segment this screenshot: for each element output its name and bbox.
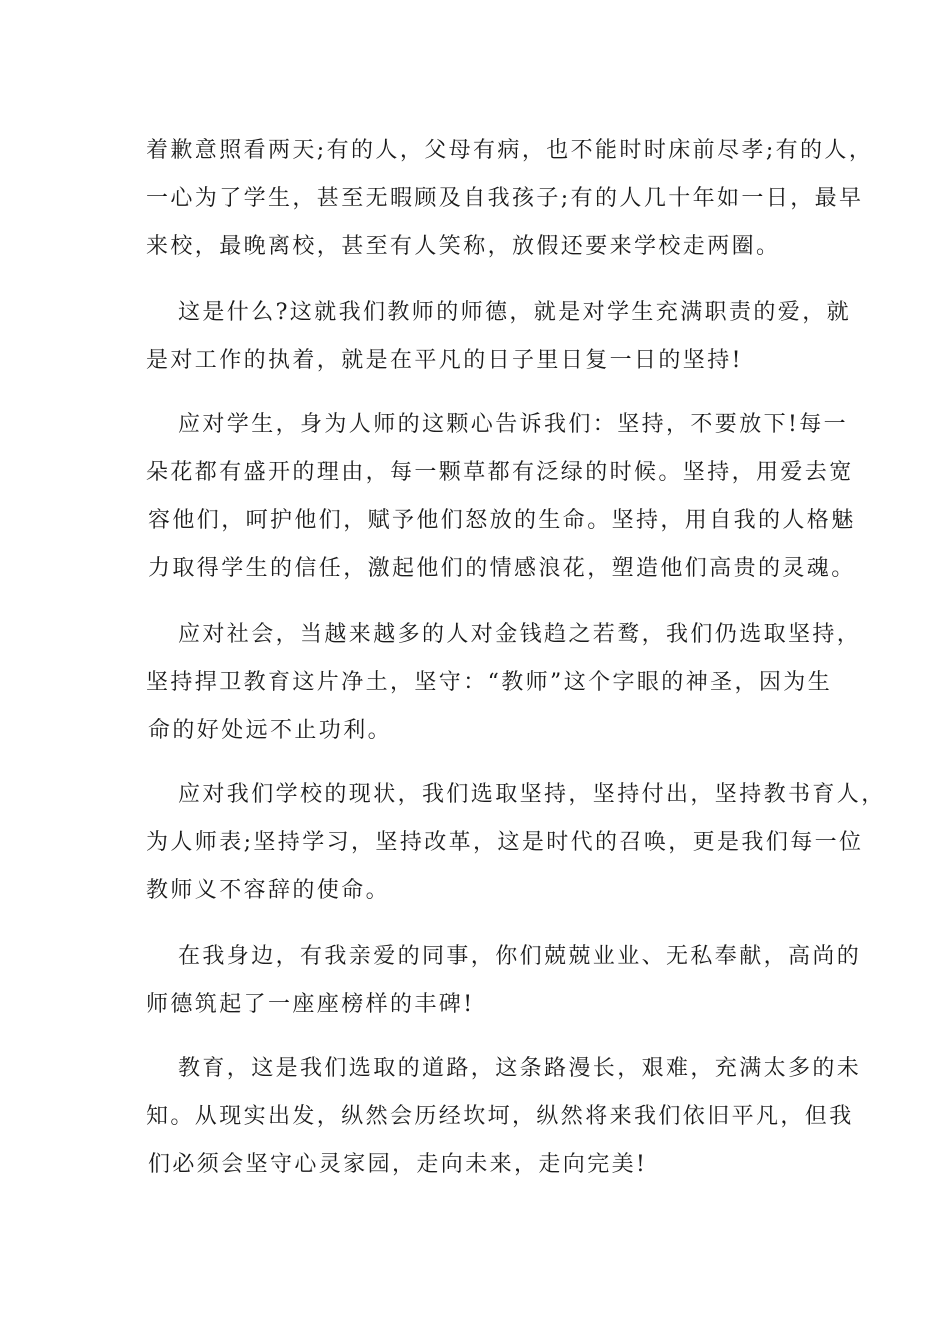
paragraph-line: 应对社会，当越来越多的人对金钱趋之若鹜，我们仍选取坚持，	[178, 622, 862, 647]
paragraph-line: 力取得学生的信任，激起他们的情感浪花，塑造他们高贵的灵魂。	[148, 556, 856, 581]
paragraph-line: 知。从现实出发，纵然会历经坎坷，纵然将来我们依旧平凡，但我	[146, 1104, 854, 1129]
paragraph-line: 着歉意照看两天;有的人，父母有病，也不能时时床前尽孝;有的人，	[146, 138, 874, 163]
paragraph-line: 教师义不容辞的使命。	[146, 878, 391, 903]
paragraph-line: 应对我们学校的现状，我们选取坚持，坚持付出，坚持教书育人，	[178, 782, 886, 807]
paragraph-line: 是对工作的执着，就是在平凡的日子里日复一日的坚持!	[146, 348, 743, 373]
paragraph-line: 来校，最晚离校，甚至有人笑称，放假还要来学校走两圈。	[146, 234, 781, 259]
paragraph-line: 师德筑起了一座座榜样的丰碑!	[146, 992, 475, 1017]
paragraph-line: 一心为了学生，甚至无暇顾及自我孩子;有的人几十年如一日，最早	[146, 186, 864, 211]
paragraph-line: 这是什么?这就我们教师的师德，就是对学生充满职责的爱，就	[178, 300, 851, 325]
paragraph-line: 教育，这是我们选取的道路，这条路漫长，艰难，充满太多的未	[178, 1056, 862, 1081]
paragraph-line: 坚持捍卫教育这片净土，坚守：“教师”这个字眼的神圣，因为生	[146, 670, 833, 695]
paragraph-line: 为人师表;坚持学习，坚持改革，这是时代的召唤，更是我们每一位	[146, 830, 864, 855]
paragraph-line: 应对学生，身为人师的这颗心告诉我们：坚持，不要放下!每一	[178, 412, 849, 437]
paragraph-line: 朵花都有盛开的理由，每一颗草都有泛绿的时候。坚持，用爱去宽	[146, 460, 854, 485]
paragraph-line: 在我身边，有我亲爱的同事，你们兢兢业业、无私奉献，高尚的	[178, 944, 862, 969]
paragraph-line: 容他们，呵护他们，赋予他们怒放的生命。坚持，用自我的人格魅	[148, 508, 856, 533]
paragraph-line: 命的好处远不止功利。	[148, 718, 393, 743]
paragraph-line: 们必须会坚守心灵家园，走向未来，走向完美!	[148, 1152, 648, 1177]
